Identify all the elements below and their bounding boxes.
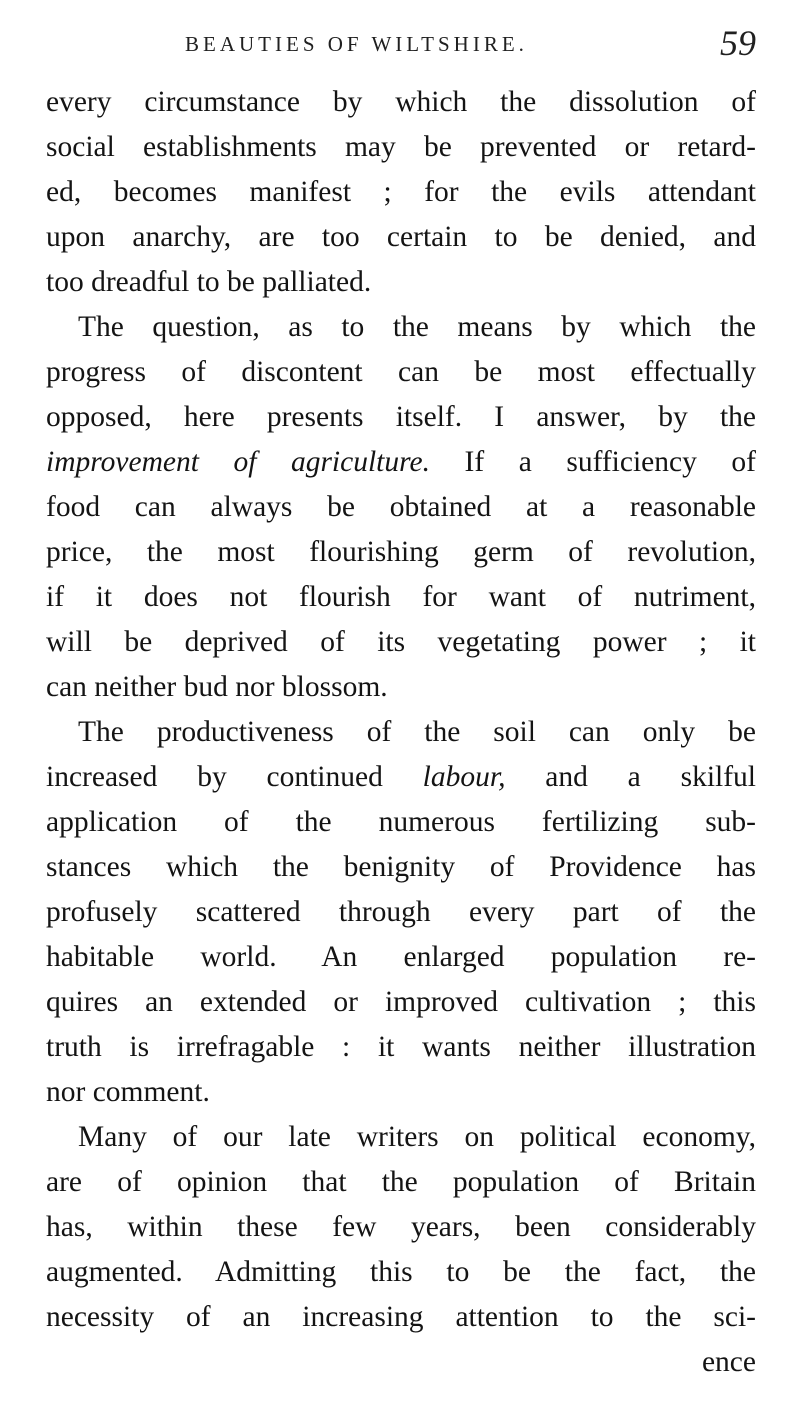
- text-line: truth is irrefragable : it wants neither illustration: [46, 1031, 756, 1063]
- text-line: food can always be obtained at a reasonable: [46, 491, 756, 523]
- text-line: The productiveness of the soil can only be: [78, 716, 756, 748]
- text-line: every circumstance by which the dissolution of: [46, 86, 756, 118]
- text-line: quires an extended or improved cultivation ; this: [46, 986, 756, 1018]
- text-line: are of opinion that the population of Britain: [46, 1166, 756, 1198]
- text-line: opposed, here presents itself. I answer, by the: [46, 401, 756, 433]
- paragraph: [46, 710, 756, 1115]
- text-line: social establishments may be prevented or retard-: [46, 131, 756, 163]
- text-line: application of the numerous fertilizing sub-: [46, 806, 756, 838]
- text-line: progress of discontent can be most effectually: [46, 356, 756, 388]
- text-line: too dreadful to be palliated.: [46, 266, 372, 298]
- text-line: has, within these few years, been considerably: [46, 1211, 756, 1243]
- text-line: augmented. Admitting this to be the fact, the: [46, 1256, 756, 1288]
- running-head: BEAUTIES OF WILTSHIRE.: [185, 32, 528, 56]
- text-line: upon anarchy, are too certain to be denied, and: [46, 221, 756, 253]
- paragraph: [46, 1115, 756, 1340]
- text-line: price, the most flourishing germ of revolution,: [46, 536, 756, 568]
- text-line: profusely scattered through every part of the: [46, 896, 756, 928]
- italic-phrase: labour,: [422, 761, 506, 793]
- text-line: if it does not flourish for want of nutriment,: [46, 581, 756, 613]
- text-line: necessity of an increasing attention to the sci-: [46, 1301, 756, 1333]
- catchword: ence: [701, 1346, 756, 1378]
- text-line: Many of our late writers on political economy,: [78, 1121, 756, 1153]
- text-line: will be deprived of its vegetating power ; it: [46, 626, 756, 658]
- text-line: stances which the benignity of Providence has: [46, 851, 756, 883]
- text-run: If a sufficiency of: [429, 446, 756, 478]
- paragraph: [46, 305, 756, 710]
- text-line: [46, 440, 756, 485]
- text-line: The question, as to the means by which the: [78, 311, 756, 343]
- text-line: habitable world. An enlarged population re-: [46, 941, 756, 973]
- page-header: [0, 22, 800, 72]
- paragraph: [46, 80, 756, 305]
- page-number: 59: [720, 23, 756, 63]
- text-run: and a skilful: [505, 761, 756, 793]
- text-line: can neither bud nor blossom.: [46, 671, 388, 703]
- text-line: ed, becomes manifest ; for the evils attendant: [46, 176, 756, 208]
- italic-phrase: improvement of agriculture.: [46, 446, 430, 478]
- text-line: nor comment.: [46, 1076, 210, 1108]
- body-text: [46, 80, 756, 1385]
- text-run: increased by continued: [46, 761, 423, 793]
- text-line: [46, 755, 756, 800]
